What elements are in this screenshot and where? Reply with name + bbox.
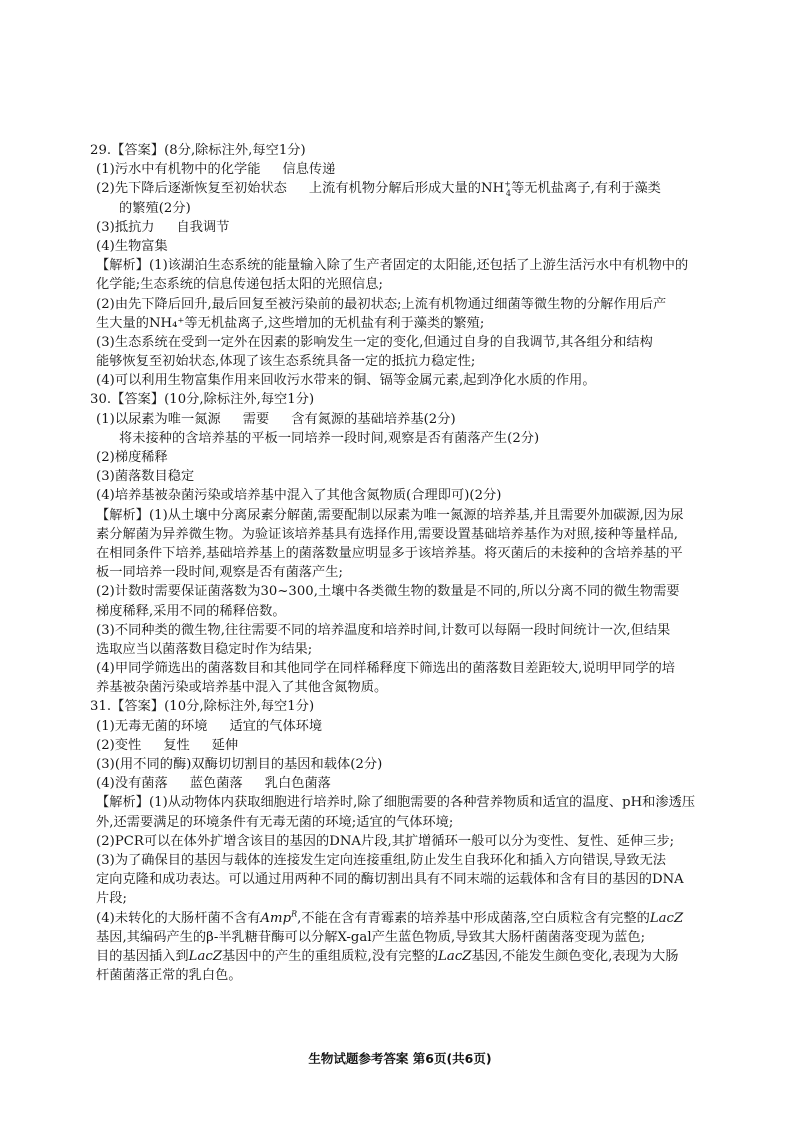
q30-answer-2: (2)梯度稀释 <box>96 450 168 465</box>
q30-a1-part3: 含有氮源的基础培养基(2分) <box>291 411 456 427</box>
q30-a1-part2: 需要 <box>242 411 270 427</box>
q30-explanation-line: 养基被杂菌污染或培养基中混入了其他含氮物质。 <box>96 680 388 696</box>
amp-gene-term: Amp <box>260 910 292 926</box>
q30-explanation-line: 选取应当以菌落数目稳定时作为结果; <box>96 641 313 657</box>
q31-exp4-text: 基因中的产生的重组质粒,没有完整的 <box>222 948 439 964</box>
q30-answer-4: (4)培养基被杂菌污染或培养基中混入了其他含氮物质(合理即可)(2分) <box>96 488 502 504</box>
q30-explanation-line: (3)不同种类的微生物,往往需要不同的培养温度和培养时间,计数可以每隔一段时间统计一次,但结果 <box>96 622 671 638</box>
q31-explanation-4-line4: 杆菌菌落正常的乳白色。 <box>96 968 242 984</box>
q29-explanation-line: 化学能;生态系统的信息传递包括太阳的光照信息; <box>96 277 383 293</box>
q29-explanation-line: 生大量的NH₄⁺等无机盐离子,这些增加的无机盐有利于藻类的繁殖; <box>96 315 485 331</box>
q29-a1-part1: (1)污水中有机物中的化学能 <box>96 162 261 178</box>
q29-explanation-line: 【解析】(1)该湖泊生态系统的能量输入除了生产者固定的太阳能,还包括了上游生活污水中有机物中的 <box>96 258 689 274</box>
q30-explanation-line: 梯度稀释,采用不同的稀释倍数。 <box>96 603 286 619</box>
q31-a4-part3: 乳白色菌落 <box>264 776 331 792</box>
q31-answer-2 <box>90 736 726 755</box>
q29-a2-part2: 上流有机物分解后形成大量的NH <box>308 181 505 197</box>
q31-a2-part2: 复性 <box>163 737 190 753</box>
q30-answer-1-cont: 将未接种的含培养基的平板一同培养一段时间,观察是否有菌落产生(2分) <box>119 430 540 446</box>
q29-answer-2 <box>90 179 726 198</box>
page-footer: 生物试题参考答案 第6页(共6页) <box>308 1051 492 1066</box>
q29-explanation-line: (2)由先下降后回升,最后回复至被污染前的最初状态;上流有机物通过细菌等微生物的分解作用后产 <box>96 296 667 312</box>
q30-explanation-line: 素分解菌为异养微生物。为验证该培养基具有选择作用,需要设置基础培养基作为对照,接种等量样品, <box>96 526 678 542</box>
q31-explanation-line: 【解析】(1)从动物体内获取细胞进行培养时,除了细胞需要的各种营养物质和适宜的温度、pH和渗透压 <box>96 795 696 811</box>
answer-content <box>90 141 726 985</box>
q30-explanation-line: 板一同培养一段时间,观察是否有菌落产生; <box>96 565 344 581</box>
q31-explanation-line: (2)PCR可以在体外扩增含该目的基因的DNA片段,其扩增循环一般可以分为变性、复性、延伸三步; <box>96 833 675 849</box>
q29-header: 29.【答案】(8分,除标注外,每空1分) <box>90 143 306 158</box>
lacz-gene-term: LacZ <box>188 948 223 964</box>
q30-header: 30.【答案】(10分,除标注外,每空1分) <box>90 392 315 408</box>
q31-header: 31.【答案】(10分,除标注外,每空1分) <box>90 699 315 715</box>
lacz-gene-term: LacZ <box>438 948 472 964</box>
q29-a3-part2: 自我调节 <box>176 219 230 235</box>
q31-a4-part2: 蓝色菌落 <box>189 776 243 792</box>
q31-a2-part3: 延伸 <box>211 737 239 753</box>
q30-a1-part1: (1)以尿素为唯一氮源 <box>96 411 221 427</box>
q31-answer-3: (3)(用不同的酶)双酶切切割目的基因和载体(2分) <box>96 757 383 772</box>
q29-explanation-line: (4)可以利用生物富集作用来回收污水带来的铜、镉等金属元素,起到净化水质的作用。 <box>96 373 596 389</box>
q29-a2-ion-charge: + <box>504 179 511 189</box>
q31-exp4-text: (4)未转化的大肠杆菌不含有 <box>96 910 261 926</box>
q29-answer-1 <box>90 160 726 179</box>
q30-explanation-line: (4)甲同学筛选出的菌落数目和其他同学在同样稀释度下筛选出的菌落数目差距较大,说明甲同学的培 <box>96 661 676 677</box>
q31-explanation-line: 外,还需要满足的环境条件有无毒无菌的环境;适宜的气体环境; <box>96 814 454 830</box>
q31-a4-part1: (4)没有菌落 <box>96 776 168 792</box>
q31-explanation-4-line1 <box>90 909 726 928</box>
q29-a2-part1: (2)先下降后逐渐恢复至初始状态 <box>96 181 287 197</box>
q29-a3-part1: (3)抵抗力 <box>96 219 155 235</box>
q31-a1-part1: (1)无毒无菌的环境 <box>96 718 208 734</box>
q31-answer-4 <box>90 774 726 793</box>
q31-a1-part2: 适宜的气体环境 <box>229 718 323 734</box>
q30-answer-3: (3)菌落数目稳定 <box>96 469 195 485</box>
q29-a2-ion-subscript: 4 <box>505 189 512 199</box>
q31-a2-part1: (2)变性 <box>96 737 142 753</box>
q31-explanation-line: 定向克隆和成功表达。可以通过用两种不同的酶切割出具有不同末端的运载体和含有目的基因的DNA <box>96 872 684 888</box>
q29-explanation-line: (3)生态系统在受到一定外在因素的影响发生一定的变化,但通过自身的自我调节,其各组分和结构 <box>96 334 653 350</box>
q29-answer-4: (4)生物富集 <box>96 238 168 254</box>
q30-explanation-line: 在相同条件下培养,基础培养基上的菌落数量应明显多于该培养基。将灭菌后的未接种的含培养基的平 <box>96 545 683 561</box>
q31-explanation-4-line3 <box>90 947 726 966</box>
q30-answer-1 <box>90 410 726 429</box>
q31-explanation-4-line2: 基因,其编码产生的β-半乳糖苷酶可以分解X-gal产生蓝色物质,导致其大肠杆菌菌落变现为蓝色; <box>96 929 646 945</box>
q29-answer-3 <box>90 218 726 237</box>
amp-gene-superscript: R <box>291 909 298 919</box>
q29-a1-part2: 信息传递 <box>282 162 336 178</box>
q29-answer-2-cont: 的繁殖(2分) <box>119 200 191 216</box>
q30-explanation-line: (2)计数时需要保证菌落数为30~300,土壤中各类微生物的数量是不同的,所以分离不同的微生物需要 <box>96 584 680 600</box>
q30-explanation-line: 【解析】(1)从土壤中分离尿素分解菌,需要配制以尿素为唯一氮源的培养基,并且需要外加碳源,因为尿 <box>96 507 684 523</box>
lacz-gene-term: LacZ <box>649 910 684 926</box>
q29-a2-tail: 等无机盐离子,有利于藻类 <box>511 181 661 197</box>
q31-explanation-line: 片段; <box>96 891 127 907</box>
q31-exp4-text: ,不能在含有青霉素的培养基中形成菌落,空白质粒含有完整的 <box>297 910 650 926</box>
q31-exp4-text: 基因,不能发生颜色变化,表现为大肠 <box>471 948 679 964</box>
q31-answer-1 <box>90 717 726 736</box>
q31-exp4-text: 目的基因插入到 <box>96 948 189 964</box>
q29-explanation-line: 能够恢复至初始状态,体现了该生态系统具备一定的抵抗力稳定性; <box>96 354 476 370</box>
q31-explanation-line: (3)为了确保目的基因与载体的连接发生定向连接重组,防止发生自我环化和插入方向错误,导致无法 <box>96 852 667 868</box>
